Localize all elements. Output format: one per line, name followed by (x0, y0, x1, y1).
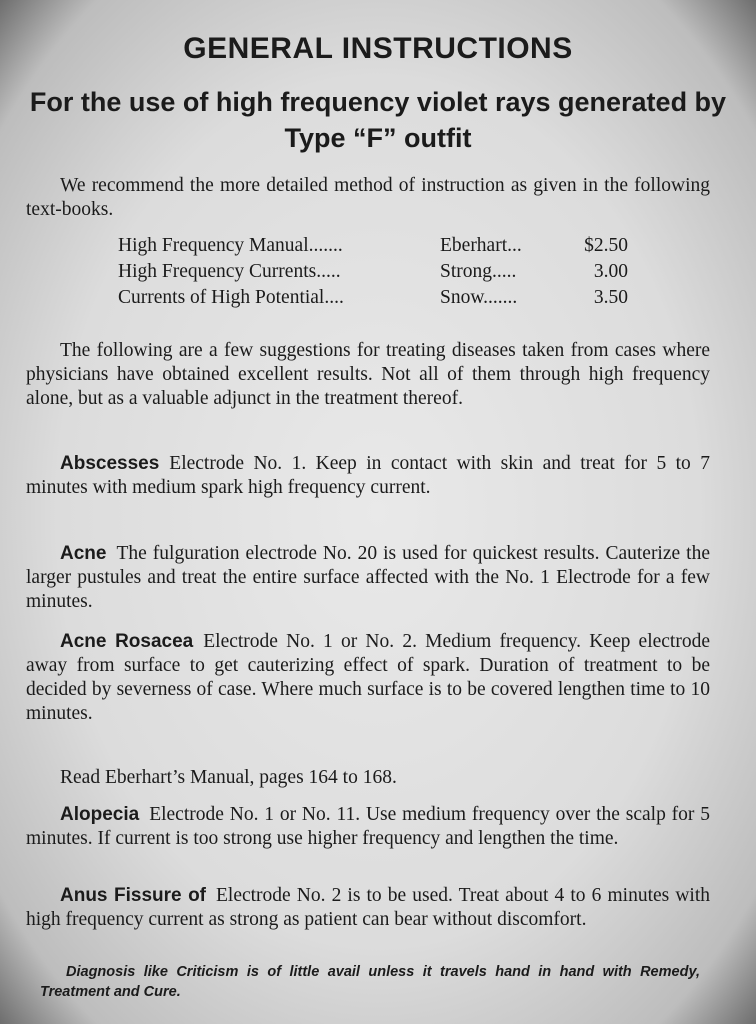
entry-text: Electrode No. 2 is to be used. Treat about 4 to 6 minutes with high frequency current as strong as patient can bear without discomfort. (26, 885, 710, 930)
list-item (118, 233, 628, 259)
footer-quote: Diagnosis like Criticism is of little avail unless it travels hand in hand with Remedy, Treatment and Cure. (40, 964, 700, 1000)
entry-term: Anus Fissure of (60, 885, 206, 906)
book-title: Currents of High Potential.... (118, 287, 344, 308)
entry-abscesses (26, 452, 710, 500)
intro-paragraph: We recommend the more detailed method of instruction as given in the following text-books. (26, 175, 710, 220)
book-title: High Frequency Currents..... (118, 261, 341, 282)
book-price: 3.00 (593, 261, 628, 282)
entry-term: Alopecia (60, 804, 140, 825)
reference-line: Read Eberhart’s Manual, pages 164 to 168. (60, 767, 397, 788)
entry-term: Acne (60, 543, 107, 564)
entry-term: Abscesses (60, 453, 160, 474)
entry-alopecia (26, 803, 710, 851)
textbook-list (118, 233, 628, 311)
entry-anus-fissure (26, 884, 710, 932)
book-author: Strong..... (440, 261, 517, 282)
book-author: Snow....... (440, 287, 518, 308)
suggestions-paragraph: The following are a few suggestions for treating diseases taken from cases where physicians have obtained excellent results. Not all of them through high frequency alone, but as a valuable adjunct in the treatment thereof. (26, 340, 710, 409)
book-price: 3.50 (593, 287, 628, 308)
page-subtitle: For the use of high frequency violet rays generated by Type “F” outfit (29, 87, 727, 153)
entry-text: Electrode No. 1 or No. 2. Medium frequency. Keep electrode away from surface to get cauterizing effect of spark. Duration of treatment to be decided by severness of case. Where much surface is to be covered lengthen time to 10 minutes. (26, 631, 710, 724)
book-author: Eberhart... (440, 235, 522, 256)
entry-term: Acne Rosacea (60, 631, 194, 652)
book-price: $2.50 (584, 235, 628, 256)
list-item (118, 259, 628, 285)
entry-acne-rosacea (26, 630, 710, 726)
entry-text: The fulguration electrode No. 20 is used for quickest results. Cauterize the larger pustules and treat the entire surface affected with the No. 1 Electrode for a few minutes. (26, 543, 710, 612)
page-title: GENERAL INSTRUCTIONS (183, 32, 573, 65)
list-item (118, 285, 628, 311)
entry-acne (26, 542, 710, 614)
entry-text: Electrode No. 1. Keep in contact with skin and treat for 5 to 7 minutes with medium spark high frequency current. (26, 453, 710, 498)
book-title: High Frequency Manual....... (118, 235, 343, 256)
entry-text: Electrode No. 1 or No. 11. Use medium frequency over the scalp for 5 minutes. If current is too strong use higher frequency and lengthen the time. (26, 804, 710, 849)
